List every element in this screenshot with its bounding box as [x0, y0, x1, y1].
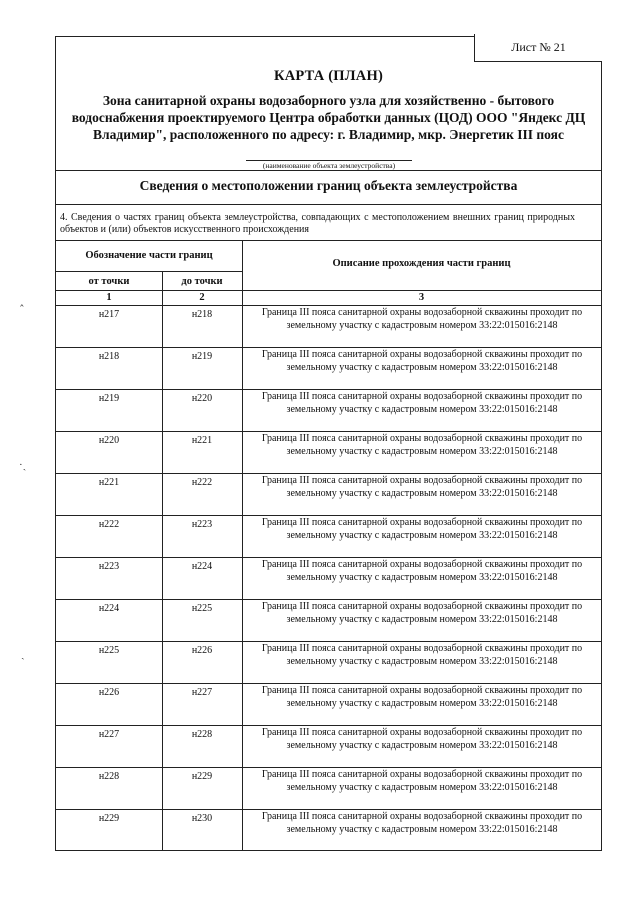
row-description: Граница III пояса санитарной охраны водозаборной скважины проходит по земельному участку с кадастровым номером 33:22:015016:2148 — [261, 391, 583, 415]
row-description: Граница III пояса санитарной охраны водозаборной скважины проходит по земельному участку с кадастровым номером 33:22:015016:2148 — [261, 349, 583, 373]
row-from-point: н217 — [98, 309, 120, 320]
table-top-line — [56, 240, 601, 241]
header-bottom-line — [56, 290, 601, 291]
row-from-point: н222 — [98, 519, 120, 530]
header-to: до точки — [181, 276, 223, 287]
row-divider — [56, 347, 601, 348]
row-to-point: н230 — [191, 813, 213, 824]
row-description: Граница III пояса санитарной охраны водозаборной скважины проходит по земельному участку с кадастровым номером 33:22:015016:2148 — [261, 601, 583, 625]
margin-mark: ‸ — [20, 295, 24, 307]
column-divider — [242, 240, 243, 851]
object-caption: (наименование объекта землеустройства) — [262, 161, 396, 170]
row-description: Граница III пояса санитарной охраны водозаборной скважины проходит по земельному участку с кадастровым номером 33:22:015016:2148 — [261, 643, 583, 667]
col-number-3: 3 — [418, 292, 425, 303]
row-to-point: н224 — [191, 561, 213, 572]
row-description: Граница III пояса санитарной охраны водозаборной скважины проходит по земельному участку с кадастровым номером 33:22:015016:2148 — [261, 811, 583, 835]
header-designation: Обозначение части границ — [85, 250, 213, 261]
zone-description: Зона санитарной охраны водозаборного узла для хозяйственно - бытового водоснабжения проектируемого Центра обработки данных (ЦОД) ООО "Яндекс ДЦ Владимир", расположенного по адресу: г. Владимир, мкр. Энергетик III пояс — [71, 93, 586, 142]
row-to-point: н228 — [191, 729, 213, 740]
row-from-point: н220 — [98, 435, 120, 446]
row-to-point: н227 — [191, 687, 213, 698]
header-description: Описание прохождения части границ — [332, 258, 511, 269]
row-divider — [56, 767, 601, 768]
row-to-point: н225 — [191, 603, 213, 614]
numbers-bottom-line — [56, 305, 601, 306]
row-divider — [56, 557, 601, 558]
row-description: Граница III пояса санитарной охраны водозаборной скважины проходит по земельному участку с кадастровым номером 33:22:015016:2148 — [261, 559, 583, 583]
row-to-point: н219 — [191, 351, 213, 362]
title-block — [56, 62, 601, 170]
section-note: 4. Сведения о частях границ объекта землеустройства, совпадающих с местоположением внешних границ природных объектов и (или) объектов искусственного происхождения — [60, 212, 575, 235]
row-to-point: н221 — [191, 435, 213, 446]
margin-mark: ·ˏ — [19, 459, 27, 471]
row-from-point: н223 — [98, 561, 120, 572]
row-description: Граница III пояса санитарной охраны водозаборной скважины проходит по земельному участку с кадастровым номером 33:22:015016:2148 — [261, 475, 583, 499]
row-from-point: н227 — [98, 729, 120, 740]
row-from-point: н219 — [98, 393, 120, 404]
row-to-point: н223 — [191, 519, 213, 530]
document-title: КАРТА (ПЛАН) — [274, 68, 383, 84]
sheet-number: Лист № 21 — [474, 34, 602, 62]
divider — [56, 204, 601, 205]
row-description: Граница III пояса санитарной охраны водозаборной скважины проходит по земельному участку с кадастровым номером 33:22:015016:2148 — [261, 307, 583, 331]
row-divider — [56, 515, 601, 516]
row-divider — [56, 683, 601, 684]
row-from-point: н225 — [98, 645, 120, 656]
row-divider — [56, 599, 601, 600]
row-description: Граница III пояса санитарной охраны водозаборной скважины проходит по земельному участку с кадастровым номером 33:22:015016:2148 — [261, 433, 583, 457]
row-divider — [56, 809, 601, 810]
row-divider — [56, 641, 601, 642]
row-to-point: н226 — [191, 645, 213, 656]
row-divider — [56, 725, 601, 726]
row-to-point: н229 — [191, 771, 213, 782]
row-from-point: н218 — [98, 351, 120, 362]
row-divider — [56, 389, 601, 390]
col-number-1: 1 — [106, 292, 112, 303]
row-from-point: н228 — [98, 771, 120, 782]
section-title: Сведения о местоположении границ объекта землеустройства — [139, 178, 518, 193]
row-to-point: н222 — [191, 477, 213, 488]
row-from-point: н226 — [98, 687, 120, 698]
header-split-line — [56, 271, 242, 272]
row-divider — [56, 431, 601, 432]
row-to-point: н220 — [191, 393, 213, 404]
row-from-point: н221 — [98, 477, 120, 488]
margin-mark: ˏ — [21, 648, 25, 660]
divider — [56, 170, 601, 171]
col-number-2: 2 — [199, 292, 205, 303]
row-to-point: н218 — [191, 309, 213, 320]
row-description: Граница III пояса санитарной охраны водозаборной скважины проходит по земельному участку с кадастровым номером 33:22:015016:2148 — [261, 685, 583, 709]
row-from-point: н224 — [98, 603, 120, 614]
row-divider — [56, 473, 601, 474]
row-from-point: н229 — [98, 813, 120, 824]
row-description: Граница III пояса санитарной охраны водозаборной скважины проходит по земельному участку с кадастровым номером 33:22:015016:2148 — [261, 517, 583, 541]
row-description: Граница III пояса санитарной охраны водозаборной скважины проходит по земельному участку с кадастровым номером 33:22:015016:2148 — [261, 769, 583, 793]
row-description: Граница III пояса санитарной охраны водозаборной скважины проходит по земельному участку с кадастровым номером 33:22:015016:2148 — [261, 727, 583, 751]
header-from: от точки — [88, 276, 130, 287]
